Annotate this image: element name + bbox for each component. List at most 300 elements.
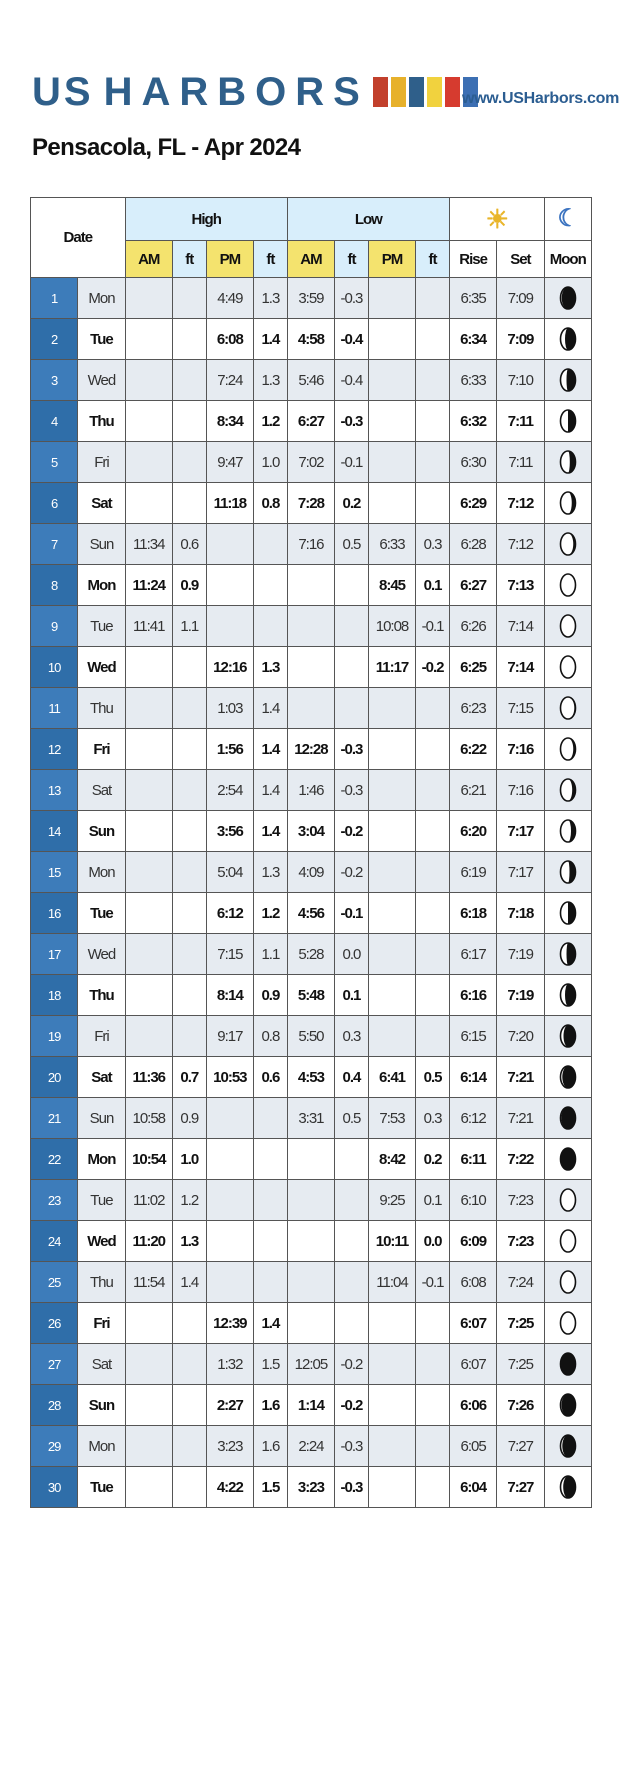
day-number: 13	[31, 770, 78, 811]
high-pm-ft: 1.3	[253, 278, 287, 319]
moon-phase-icon	[559, 900, 577, 926]
high-am-time	[125, 319, 172, 360]
sunset: 7:19	[497, 975, 544, 1016]
day-number: 6	[31, 483, 78, 524]
weekday: Wed	[78, 360, 125, 401]
high-pm-ft	[253, 606, 287, 647]
high-am-time	[125, 278, 172, 319]
low-am-time: 4:58	[287, 319, 334, 360]
high-am-ft	[172, 934, 206, 975]
low-am-ft: -0.1	[335, 893, 369, 934]
day-number: 7	[31, 524, 78, 565]
low-pm-time: 8:45	[368, 565, 415, 606]
sunset: 7:17	[497, 852, 544, 893]
moon-phase-icon	[559, 1269, 577, 1295]
moon-phase-icon	[559, 818, 577, 844]
weekday: Wed	[78, 1221, 125, 1262]
weekday: Wed	[78, 934, 125, 975]
low-am-ft: 0.1	[335, 975, 369, 1016]
moon-phase	[544, 360, 591, 401]
high-pm-time: 6:08	[206, 319, 253, 360]
sunset: 7:21	[497, 1098, 544, 1139]
tide-table	[30, 197, 592, 1508]
moon-phase-icon	[559, 1474, 577, 1500]
sunset: 7:25	[497, 1303, 544, 1344]
table-row	[31, 1385, 592, 1426]
sunrise: 6:22	[449, 729, 496, 770]
sunset: 7:17	[497, 811, 544, 852]
day-number: 15	[31, 852, 78, 893]
moon-header	[544, 198, 591, 241]
low-pm-time: 11:17	[368, 647, 415, 688]
low-pm-ft: 0.0	[416, 1221, 450, 1262]
logo-us: US	[32, 70, 94, 114]
sunrise: 6:25	[449, 647, 496, 688]
weekday: Sun	[78, 524, 125, 565]
high-am-time	[125, 975, 172, 1016]
weekday: Mon	[78, 1426, 125, 1467]
day-number: 2	[31, 319, 78, 360]
low-am-time: 4:53	[287, 1057, 334, 1098]
high-am-ft	[172, 852, 206, 893]
low-pm-ft: 0.1	[416, 1180, 450, 1221]
high-am-ft	[172, 1344, 206, 1385]
high-pm-time: 7:24	[206, 360, 253, 401]
low-pm-ft	[416, 688, 450, 729]
weekday: Sun	[78, 1098, 125, 1139]
table-row	[31, 975, 592, 1016]
high-am-header: AM	[125, 241, 172, 278]
low-pm-ft	[416, 1344, 450, 1385]
high-pm-time: 1:56	[206, 729, 253, 770]
high-pm-ft: 1.1	[253, 934, 287, 975]
sunrise: 6:34	[449, 319, 496, 360]
low-am-time: 1:46	[287, 770, 334, 811]
high-am-ft	[172, 1016, 206, 1057]
sunset: 7:13	[497, 565, 544, 606]
low-pm-ft: -0.1	[416, 606, 450, 647]
low-pm-ft: 0.3	[416, 524, 450, 565]
high-am-ft	[172, 442, 206, 483]
low-pm-ft	[416, 770, 450, 811]
low-pm-time	[368, 934, 415, 975]
day-number: 25	[31, 1262, 78, 1303]
low-pm-time	[368, 1016, 415, 1057]
high-pm-time: 11:18	[206, 483, 253, 524]
weekday: Tue	[78, 319, 125, 360]
moon-phase-icon	[559, 1105, 577, 1131]
low-pm-ft	[416, 401, 450, 442]
low-pm-time	[368, 401, 415, 442]
high-pm-ft: 1.3	[253, 647, 287, 688]
low-am-time	[287, 606, 334, 647]
low-am-ft: 0.3	[335, 1016, 369, 1057]
sunrise: 6:16	[449, 975, 496, 1016]
table-row	[31, 647, 592, 688]
table-row	[31, 360, 592, 401]
low-am-ft: -0.3	[335, 401, 369, 442]
moon-phase-icon	[559, 1064, 577, 1090]
high-pm-time	[206, 1262, 253, 1303]
low-pm-ft: 0.5	[416, 1057, 450, 1098]
low-pm-ft	[416, 934, 450, 975]
sunrise: 6:32	[449, 401, 496, 442]
moon-phase	[544, 770, 591, 811]
high-pm-ft: 0.8	[253, 1016, 287, 1057]
weekday: Tue	[78, 1180, 125, 1221]
high-pm-time: 3:23	[206, 1426, 253, 1467]
sunrise: 6:23	[449, 688, 496, 729]
high-am-time	[125, 893, 172, 934]
day-number: 1	[31, 278, 78, 319]
low-pm-time	[368, 688, 415, 729]
low-am-ft: -0.3	[335, 278, 369, 319]
low-am-ft-header: ft	[335, 241, 369, 278]
table-row	[31, 1303, 592, 1344]
low-pm-time: 8:42	[368, 1139, 415, 1180]
sunrise: 6:20	[449, 811, 496, 852]
low-pm-ft	[416, 278, 450, 319]
moon-phase	[544, 1098, 591, 1139]
table-row	[31, 852, 592, 893]
low-am-time	[287, 647, 334, 688]
high-pm-time: 8:14	[206, 975, 253, 1016]
day-number: 21	[31, 1098, 78, 1139]
weekday: Wed	[78, 647, 125, 688]
moon-phase-icon	[559, 1351, 577, 1377]
day-number: 20	[31, 1057, 78, 1098]
high-am-time	[125, 483, 172, 524]
sunrise: 6:27	[449, 565, 496, 606]
moon-phase-icon	[559, 613, 577, 639]
high-am-time	[125, 770, 172, 811]
high-am-ft	[172, 401, 206, 442]
high-pm-time: 4:49	[206, 278, 253, 319]
moon-phase	[544, 1057, 591, 1098]
low-am-time: 3:31	[287, 1098, 334, 1139]
flag-3	[409, 77, 424, 107]
day-number: 30	[31, 1467, 78, 1508]
sunrise: 6:06	[449, 1385, 496, 1426]
table-row	[31, 729, 592, 770]
low-am-time: 12:05	[287, 1344, 334, 1385]
high-pm-ft: 1.4	[253, 811, 287, 852]
table-row	[31, 1426, 592, 1467]
low-am-time: 2:24	[287, 1426, 334, 1467]
low-pm-time	[368, 729, 415, 770]
low-am-ft	[335, 1139, 369, 1180]
high-am-ft	[172, 1303, 206, 1344]
day-number: 23	[31, 1180, 78, 1221]
low-pm-time	[368, 1385, 415, 1426]
low-am-time: 5:48	[287, 975, 334, 1016]
low-am-ft: 0.4	[335, 1057, 369, 1098]
low-pm-ft	[416, 360, 450, 401]
weekday: Fri	[78, 1303, 125, 1344]
moon-phase	[544, 1385, 591, 1426]
low-am-ft: -0.2	[335, 852, 369, 893]
website-link[interactable]: www.USHarbors.com	[462, 90, 620, 107]
low-am-time: 3:23	[287, 1467, 334, 1508]
moon-phase-icon	[559, 1187, 577, 1213]
low-pm-ft	[416, 975, 450, 1016]
table-row	[31, 1180, 592, 1221]
sunrise: 6:14	[449, 1057, 496, 1098]
weekday: Sat	[78, 1344, 125, 1385]
sunset: 7:18	[497, 893, 544, 934]
low-header: Low	[287, 198, 449, 241]
high-am-time	[125, 1467, 172, 1508]
high-am-time: 11:02	[125, 1180, 172, 1221]
weekday: Tue	[78, 606, 125, 647]
moon-phase-icon	[559, 1310, 577, 1336]
low-pm-ft	[416, 1426, 450, 1467]
low-pm-ft	[416, 483, 450, 524]
high-am-time: 11:41	[125, 606, 172, 647]
moon-phase	[544, 319, 591, 360]
low-pm-time: 10:11	[368, 1221, 415, 1262]
moon-phase	[544, 278, 591, 319]
moon-phase	[544, 1016, 591, 1057]
high-am-time	[125, 1303, 172, 1344]
low-am-ft: 0.5	[335, 1098, 369, 1139]
table-row	[31, 893, 592, 934]
low-am-time: 3:04	[287, 811, 334, 852]
high-am-time	[125, 442, 172, 483]
low-pm-time: 9:25	[368, 1180, 415, 1221]
low-pm-time	[368, 811, 415, 852]
high-pm-ft: 1.5	[253, 1344, 287, 1385]
moon-phase	[544, 1344, 591, 1385]
day-number: 29	[31, 1426, 78, 1467]
high-am-time: 11:24	[125, 565, 172, 606]
high-am-time	[125, 934, 172, 975]
high-pm-ft	[253, 524, 287, 565]
moon-phase	[544, 606, 591, 647]
moon-phase	[544, 1426, 591, 1467]
low-am-time: 12:28	[287, 729, 334, 770]
low-pm-time	[368, 278, 415, 319]
high-pm-time	[206, 606, 253, 647]
low-am-time: 3:59	[287, 278, 334, 319]
sunset: 7:16	[497, 770, 544, 811]
high-am-time	[125, 1016, 172, 1057]
moon-phase-icon	[559, 695, 577, 721]
table-row	[31, 606, 592, 647]
high-pm-ft: 1.3	[253, 852, 287, 893]
sunrise: 6:33	[449, 360, 496, 401]
day-number: 22	[31, 1139, 78, 1180]
sunrise: 6:05	[449, 1426, 496, 1467]
weekday: Sat	[78, 483, 125, 524]
sunrise: 6:18	[449, 893, 496, 934]
high-am-time: 11:34	[125, 524, 172, 565]
sun-icon: ☀	[485, 204, 508, 234]
high-am-ft	[172, 360, 206, 401]
high-am-time: 11:54	[125, 1262, 172, 1303]
sunset: 7:25	[497, 1344, 544, 1385]
high-pm-ft: 1.2	[253, 401, 287, 442]
high-am-ft	[172, 770, 206, 811]
moon-phase	[544, 975, 591, 1016]
weekday: Mon	[78, 278, 125, 319]
moon-phase-icon	[559, 408, 577, 434]
low-pm-ft-header: ft	[416, 241, 450, 278]
high-am-ft	[172, 975, 206, 1016]
high-am-ft	[172, 1426, 206, 1467]
low-am-header: AM	[287, 241, 334, 278]
low-pm-time	[368, 770, 415, 811]
high-pm-ft	[253, 1180, 287, 1221]
low-am-ft: -0.3	[335, 770, 369, 811]
high-pm-time: 10:53	[206, 1057, 253, 1098]
low-pm-header: PM	[368, 241, 415, 278]
low-pm-time	[368, 442, 415, 483]
low-am-time: 5:28	[287, 934, 334, 975]
low-pm-time	[368, 1467, 415, 1508]
low-am-time	[287, 1221, 334, 1262]
low-pm-ft	[416, 852, 450, 893]
sunset: 7:23	[497, 1180, 544, 1221]
low-am-ft: -0.4	[335, 360, 369, 401]
moon-phase	[544, 893, 591, 934]
sunset: 7:27	[497, 1426, 544, 1467]
weekday: Sun	[78, 1385, 125, 1426]
low-am-time	[287, 688, 334, 729]
weekday: Tue	[78, 1467, 125, 1508]
low-am-time: 7:02	[287, 442, 334, 483]
weekday: Mon	[78, 1139, 125, 1180]
sunset: 7:09	[497, 319, 544, 360]
us-harbors-logo	[32, 70, 478, 114]
day-number: 26	[31, 1303, 78, 1344]
high-pm-time: 9:47	[206, 442, 253, 483]
low-pm-ft	[416, 729, 450, 770]
moon-phase-icon	[559, 1228, 577, 1254]
day-number: 27	[31, 1344, 78, 1385]
sunset: 7:16	[497, 729, 544, 770]
low-pm-ft	[416, 893, 450, 934]
sunset: 7:10	[497, 360, 544, 401]
sunset: 7:20	[497, 1016, 544, 1057]
sunset: 7:12	[497, 483, 544, 524]
sunset: 7:14	[497, 606, 544, 647]
low-pm-time	[368, 893, 415, 934]
sun-header	[449, 198, 544, 241]
high-pm-ft: 1.0	[253, 442, 287, 483]
high-pm-time: 9:17	[206, 1016, 253, 1057]
high-pm-ft: 0.8	[253, 483, 287, 524]
logo-harbors: HARBORS	[103, 70, 369, 114]
moon-phase-icon	[559, 941, 577, 967]
low-pm-ft	[416, 442, 450, 483]
low-am-ft	[335, 1180, 369, 1221]
low-am-time: 7:16	[287, 524, 334, 565]
sunrise: 6:11	[449, 1139, 496, 1180]
high-pm-time: 12:16	[206, 647, 253, 688]
high-pm-ft	[253, 1098, 287, 1139]
sunrise: 6:12	[449, 1098, 496, 1139]
weekday: Mon	[78, 852, 125, 893]
day-number: 9	[31, 606, 78, 647]
high-pm-time	[206, 565, 253, 606]
high-pm-ft: 1.4	[253, 770, 287, 811]
moon-phase	[544, 1303, 591, 1344]
high-am-ft: 1.0	[172, 1139, 206, 1180]
low-am-time: 4:09	[287, 852, 334, 893]
high-am-time	[125, 1344, 172, 1385]
high-am-ft: 1.4	[172, 1262, 206, 1303]
low-am-time: 5:50	[287, 1016, 334, 1057]
low-pm-time: 6:41	[368, 1057, 415, 1098]
high-am-ft: 0.6	[172, 524, 206, 565]
high-pm-ft	[253, 1221, 287, 1262]
moon-phase	[544, 565, 591, 606]
low-am-time: 7:28	[287, 483, 334, 524]
set-header: Set	[497, 241, 544, 278]
weekday: Tue	[78, 893, 125, 934]
weekday: Mon	[78, 565, 125, 606]
moon-phase	[544, 647, 591, 688]
moon-phase-icon	[559, 736, 577, 762]
high-pm-time: 3:56	[206, 811, 253, 852]
high-pm-ft: 1.2	[253, 893, 287, 934]
sunset: 7:26	[497, 1385, 544, 1426]
flag-5	[445, 77, 460, 107]
high-am-time	[125, 811, 172, 852]
high-pm-ft: 1.4	[253, 729, 287, 770]
high-pm-ft	[253, 565, 287, 606]
moon-col-header: Moon	[544, 241, 591, 278]
low-pm-time	[368, 483, 415, 524]
moon-phase	[544, 852, 591, 893]
table-row	[31, 1221, 592, 1262]
high-pm-ft	[253, 1139, 287, 1180]
high-pm-ft: 0.9	[253, 975, 287, 1016]
high-am-ft	[172, 1385, 206, 1426]
low-am-time	[287, 1303, 334, 1344]
low-pm-time	[368, 360, 415, 401]
table-row	[31, 278, 592, 319]
page-title: Pensacola, FL - Apr 2024	[32, 134, 301, 161]
sunset: 7:27	[497, 1467, 544, 1508]
day-number: 10	[31, 647, 78, 688]
sunrise: 6:21	[449, 770, 496, 811]
moon-phase-icon	[559, 449, 577, 475]
day-number: 12	[31, 729, 78, 770]
moon-phase	[544, 811, 591, 852]
table-row	[31, 1139, 592, 1180]
weekday: Thu	[78, 688, 125, 729]
low-am-time	[287, 565, 334, 606]
moon-phase	[544, 729, 591, 770]
low-pm-ft	[416, 1467, 450, 1508]
low-pm-ft	[416, 1385, 450, 1426]
high-am-time: 11:36	[125, 1057, 172, 1098]
low-pm-time	[368, 319, 415, 360]
low-am-ft	[335, 1221, 369, 1262]
high-pm-time: 1:32	[206, 1344, 253, 1385]
table-row	[31, 688, 592, 729]
logo-text	[32, 70, 369, 114]
day-number: 19	[31, 1016, 78, 1057]
flag-2	[391, 77, 406, 107]
low-am-ft: 0.0	[335, 934, 369, 975]
low-am-time: 1:14	[287, 1385, 334, 1426]
low-pm-time: 7:53	[368, 1098, 415, 1139]
table-row	[31, 1344, 592, 1385]
moon-phase-icon	[559, 1023, 577, 1049]
